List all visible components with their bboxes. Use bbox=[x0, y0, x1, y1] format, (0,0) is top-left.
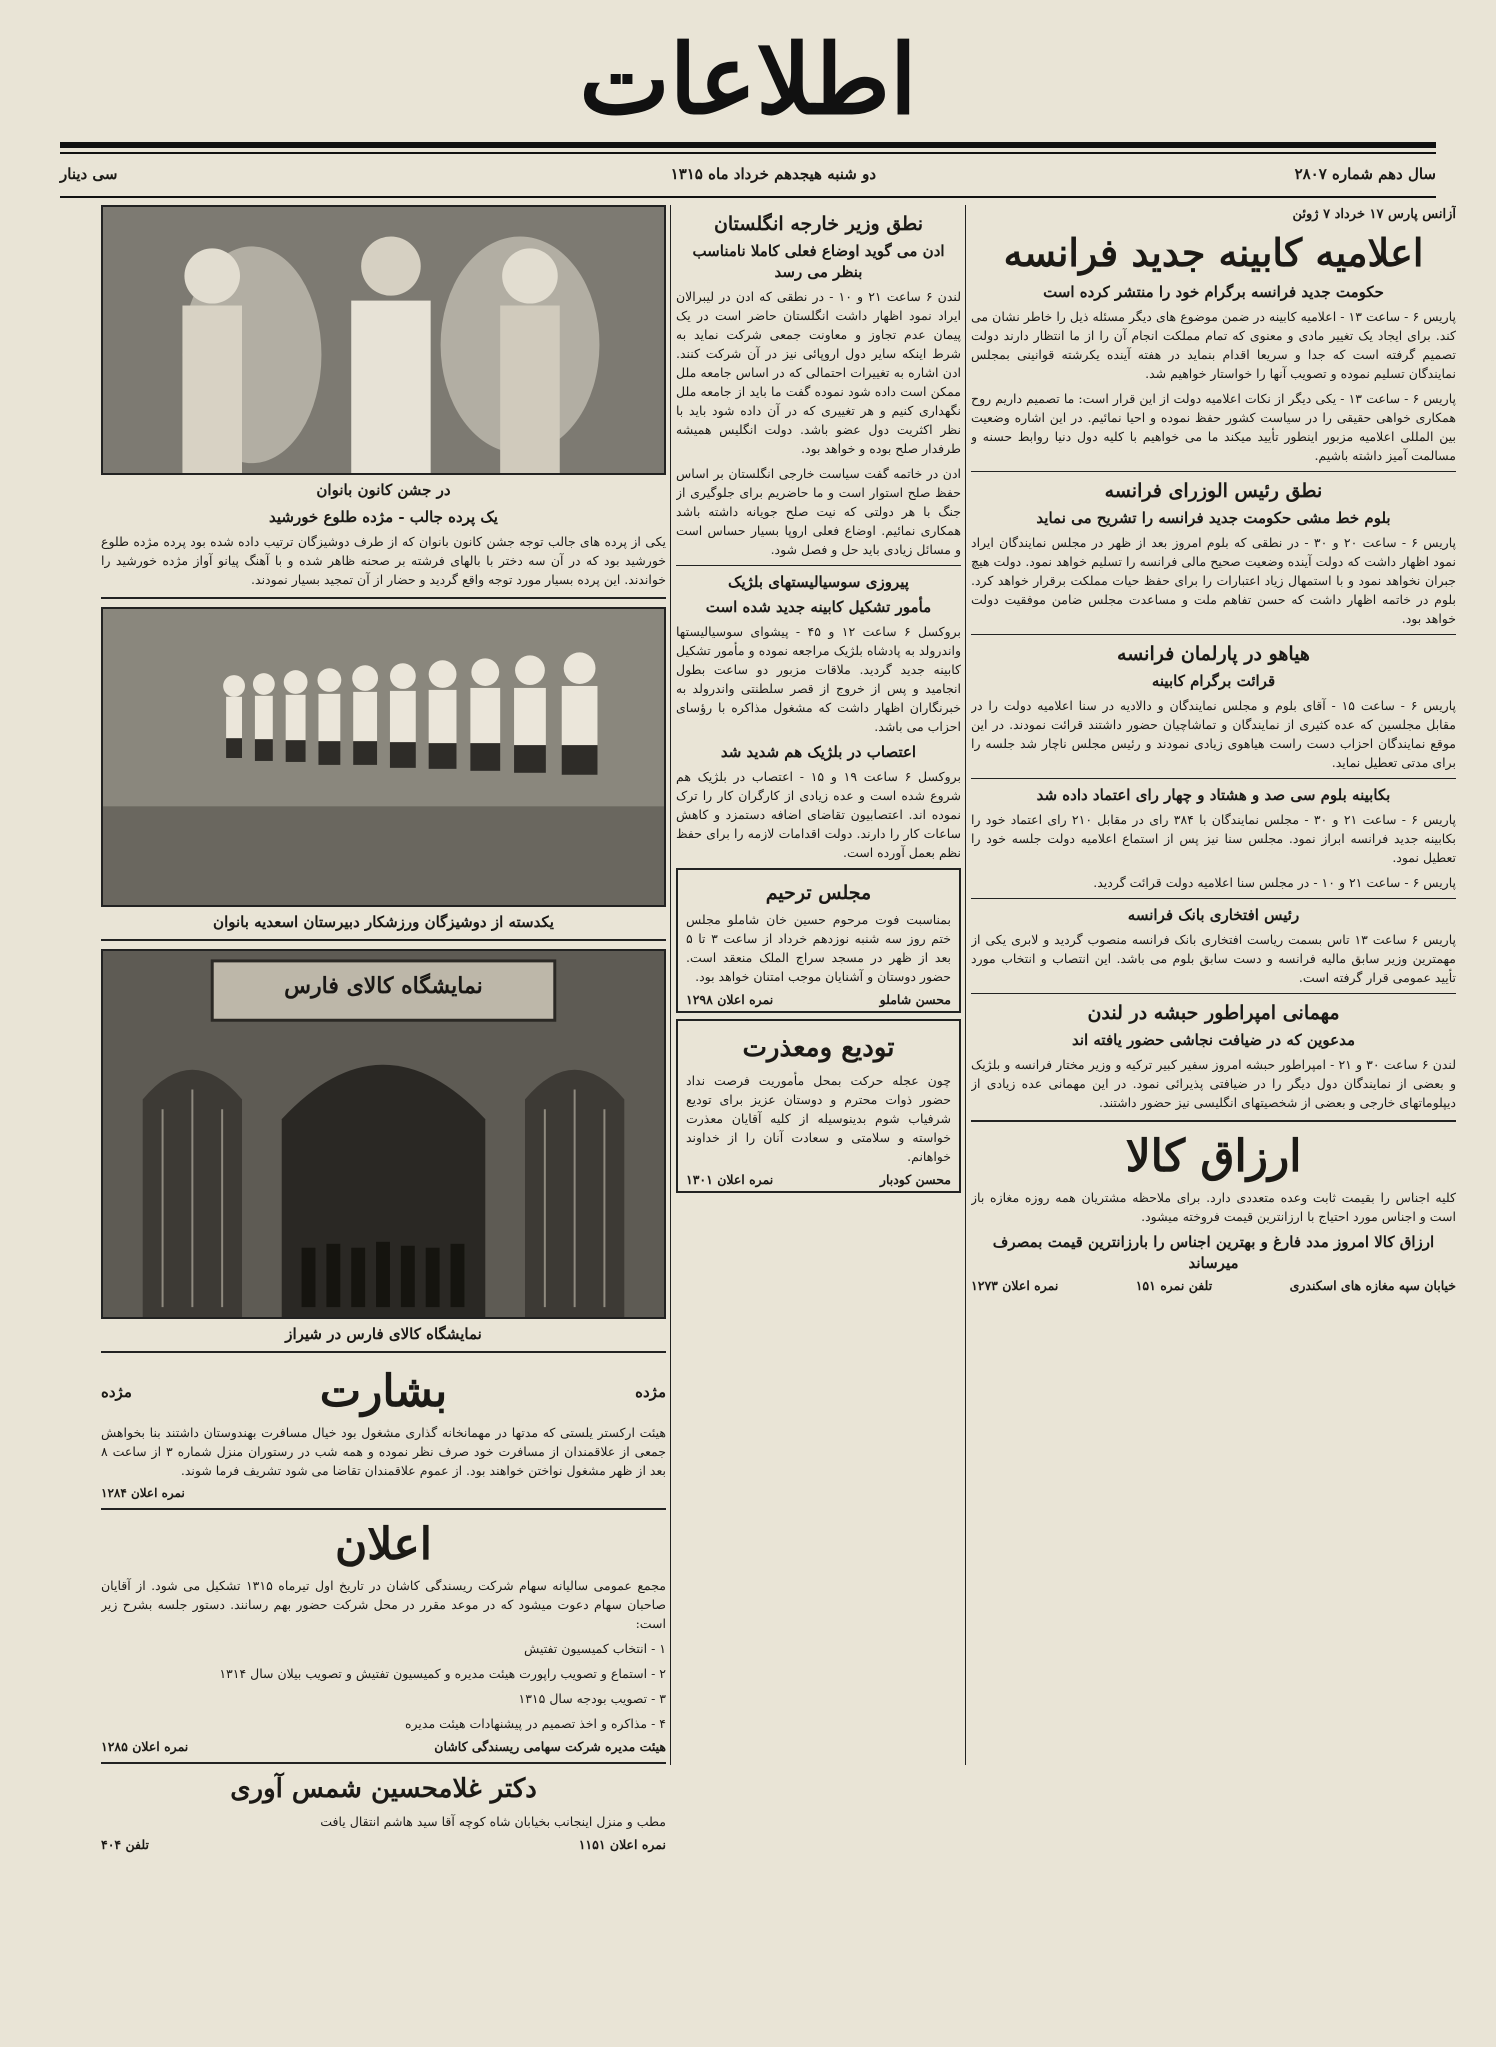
masthead bbox=[40, 20, 1456, 140]
subheadline-french-cabinet: حکومت جدید فرانسه برگرام خود را منتشر کرده است bbox=[1043, 283, 1384, 301]
column-middle-news bbox=[676, 205, 961, 2005]
farewell-notice-number: نمره اعلان ۱۳۰۱ bbox=[686, 1172, 774, 1187]
column-foreign-news bbox=[971, 205, 1456, 2005]
article-text: بروکسل ۶ ساعت ۱۲ و ۴۵ - پیشوای سوسیالیستها واندرولد به پادشاه بلژیک مراجعه نموده و مأمور تشکیل کابینه جدید گردید. ملاقات مزبور دو ساعت بطول انجامید و پس از خروج از قصر سلطنتی واندرولد به خبرنگاران اظهار داشت که مشغول مذاکره با رؤسای احزاب می باشد. bbox=[676, 624, 961, 734]
ad-doctor-phone: تلفن ۴۰۴ bbox=[101, 1837, 149, 1852]
ad-doctor-footer bbox=[101, 1837, 666, 1852]
article-text: بروکسل ۶ ساعت ۱۹ و ۱۵ - اعتصاب در بلژیک هم شروع شده است و عده زیادی از کارگران کار را ترک نموده اند. اعتصابیون تقاضای اضافه دستمزد و کاهش ساعات کار را دارند. دولت اقدامات لازمه را برای حفظ نظم بعمل آورده است. bbox=[676, 769, 961, 860]
ad-elan-item: ۲ - استماع و تصویب راپورت هیئت مدیره و کمیسیون تفتیش و تصویب بیلان سال ۱۳۱۴ bbox=[219, 1666, 666, 1681]
divider bbox=[971, 898, 1456, 899]
ad-elan-item: ۳ - تصویب بودجه سال ۱۳۱۵ bbox=[518, 1691, 666, 1706]
ad-phone: تلفن نمره ۱۵۱ bbox=[1135, 1278, 1213, 1293]
ad-besharat-header bbox=[101, 1361, 666, 1423]
masthead-title: اطلاعات bbox=[579, 23, 917, 136]
photo-fars-exhibition-image bbox=[103, 951, 664, 1317]
ad-elan-item: ۴ - مذاکره و اخذ تصمیم در پیشنهادات هیئت مدیره bbox=[404, 1716, 666, 1731]
ad-elan-item: ۱ - انتخاب کمیسیون تفتیش bbox=[524, 1641, 666, 1656]
masthead-rule-thin bbox=[60, 152, 1436, 154]
headline-eden-speech: نطق وزیر خارجه انگلستان bbox=[713, 213, 924, 235]
photo-athletes-caption: یکدسته از دوشیزگان ورزشکار دبیرستان اسعدیه بانوان bbox=[213, 913, 554, 931]
ad-besharat-title: بشارت bbox=[319, 1366, 448, 1417]
article-text: پاریس ۶ - ساعت ۱۳ - اعلامیه کابینه در ضمن موضوع های دیگر مسئله ذیل را خاطر نشان می کند. برای ایجاد یک تغییر مادی و معنوی که تمام مملکت انجام آن را از ما انتظار دارند دولت تصمیم گرفته است که جدا و سریعا اقدام بنماید در هفته آینده یکرشته قوانینی بمجلس نمایندگان تسلیم نموده و تصویب آنها را خواستار خواهیم شد. bbox=[971, 309, 1456, 381]
newspaper-page bbox=[40, 20, 1456, 2020]
column-photos bbox=[101, 205, 666, 2005]
article-text: پاریس ۶ ساعت ۱۳ تاس بسمت ریاست افتخاری بانک فرانسه منصوب گردید و لابری یکی از مهمترین وزیر سابق ماليه فرانسه و دست سابق بلوم می باشد. این انتصاب و انتخاب مورد تأیید عمومی قرار گرفته است. bbox=[971, 932, 1456, 985]
memorial-notice bbox=[676, 868, 961, 1013]
memorial-notice-number: نمره اعلان ۱۲۹۸ bbox=[686, 992, 774, 1007]
exhibition-sign-text: نمایشگاه کالای فارس bbox=[284, 973, 483, 999]
subheadline-eden-speech: ادن می گوید اوضاع فعلی کاملا نامناسب بنظر می رسد bbox=[692, 242, 945, 281]
headline-bank-of-france: رئیس افتخاری بانک فرانسه bbox=[1127, 906, 1300, 924]
issue-date: دو شنبه هیجدهم خرداد ماه ۱۳۱۵ bbox=[670, 165, 876, 183]
article-text: ادن در خاتمه گفت سیاست خارجی انگلستان بر اساس حفظ صلح استوار است و ما حاضریم برای جلوگیری از جنگ با هر دولتی که نیت صلح جویانه داشته باشد همکاری نمائیم. اوضاع فعلی اروپا بسیار حساس است و مسائل زیادی باید حل و فصل شود. bbox=[676, 466, 961, 557]
headline-belgian-strike: اعتصاب در بلژیک هم شدید شد bbox=[720, 743, 917, 761]
headline-ethiopian-emperor: مهمانی امپراطور حبشه در لندن bbox=[1087, 1002, 1340, 1024]
ad-contact-row bbox=[971, 1278, 1456, 1293]
photo-fars-exhibition bbox=[101, 949, 666, 1319]
column-divider bbox=[670, 205, 671, 1765]
article-text: پاریس ۶ - ساعت ۲۱ و ۱۰ - در مجلس سنا اعلامیه دولت قرائت گردید. bbox=[1093, 875, 1456, 890]
photo-athletes-image bbox=[103, 609, 664, 905]
ad-footer: ارزاق کالا امروز مدد فارغ و بهترین اجناس را بارزانترین قیمت بمصرف میرساند bbox=[992, 1233, 1435, 1272]
farewell-footer bbox=[686, 1172, 951, 1187]
headline-french-cabinet: اعلامیه کابینه جدید فرانسه bbox=[1003, 230, 1424, 275]
ad-doctor-title: دکتر غلامحسین شمس آوری bbox=[230, 1774, 537, 1804]
article-text: پاریس ۶ - ساعت ۲۱ و ۳۰ - مجلس نمایندگان با ۳۸۴ رای در مقابل ۲۱۰ رای اعتماد خود را بکابینه جدید فرانسه ابراز نمود. مجلس سنا نیز پس از استماع اعلامیه دولت جلسه خود را تعطیل نمود. bbox=[971, 812, 1456, 865]
memorial-footer bbox=[686, 992, 951, 1007]
ad-notice-number: نمره اعلان ۱۲۷۳ bbox=[971, 1278, 1059, 1293]
issue-price: سی دینار bbox=[60, 165, 118, 183]
subheadline-parliament: قرائت برگرام کابینه bbox=[1151, 672, 1276, 690]
ad-elan-notice-number: نمره اعلان ۱۲۸۵ bbox=[101, 1739, 189, 1754]
farewell-title: تودیع ومعذرت bbox=[742, 1033, 895, 1063]
photo-angels-image bbox=[103, 207, 664, 473]
masthead-rule bbox=[60, 142, 1436, 148]
divider bbox=[676, 565, 961, 566]
ad-besharat-tag: مژده bbox=[635, 1383, 666, 1401]
subheadline-blum-speech: بلوم خط مشی حکومت جدید فرانسه را تشریح می نماید bbox=[1036, 509, 1391, 527]
ad-doctor-text: مطب و منزل اینجانب بخیابان شاه کوچه آقا سید هاشم انتقال یافت bbox=[320, 1814, 666, 1829]
photo-fars-exhibition-caption: نمایشگاه کالای فارس در شیراز bbox=[285, 1325, 482, 1343]
column-divider bbox=[965, 205, 966, 1765]
farewell-text: چون عجله حرکت بمحل مأموریت فرصت نداد حضور ذوات محترم و دوستان عزیز برای تودیع شرفیاب شوم بدینوسیله از کلیه آقایان معذرت خواسته و سلامتی و سعادت آنان را از خداوند خواهانم. bbox=[686, 1073, 951, 1164]
photo-angels bbox=[101, 205, 666, 475]
photo-angels-caption-a: در جشن کانون بانوان bbox=[316, 481, 451, 499]
divider bbox=[971, 993, 1456, 994]
headline-blum-speech: نطق رئیس الوزرای فرانسه bbox=[1104, 480, 1323, 502]
ad-elan-title: اعلان bbox=[334, 1519, 433, 1570]
divider bbox=[101, 1508, 666, 1510]
ad-text: کلیه اجناس را بقیمت ثابت وعده متعددی دارد. برای ملاحظه مشتریان همه روزه مغازه باز است و اجناس مورد احتیاج با ارزانترین قیمت فروخته میشود. bbox=[971, 1190, 1456, 1224]
memorial-title: مجلس ترحیم bbox=[765, 882, 872, 904]
dateline-rule bbox=[60, 196, 1436, 198]
article-text: لندن ۶ ساعت ۲۱ و ۱۰ - در نطقی که ادن در لیبرالان ایراد نمود اظهار داشت انگلستان حاضر است در یک پیمان عدم تجاوز و معاونت جمعی شرکت نماید به شرط اینکه سایر دول اروپائی نیز در آن شرکت کنند. ادن اشاره به تغییرات احتمالی که در اساس جامعه ملل ممکن است داده شود نموده گفت ما باید از جامعه ملل نگهداری کنیم و هر تغییری که در آن داده شود باید با نظر اکثریت دول عضو باشد. دولت انگلیس همیشه طرفدار صلح بوده و خواهد بود. bbox=[676, 289, 961, 456]
memorial-text: بمناسبت فوت مرحوم حسین خان شاملو مجلس ختم روز سه شنبه نوزدهم خرداد از ساعت ۳ تا ۵ بعد از ظهر در مسجد سراج الملک منعقد است. حضور دوستان و آشنایان موجب امتنان خواهد بود. bbox=[686, 912, 951, 984]
divider bbox=[971, 778, 1456, 779]
divider bbox=[101, 939, 666, 941]
photo-athletes bbox=[101, 607, 666, 907]
dispatch-line: آزانس پارس ۱۷ خرداد ۷ ژوئن bbox=[1292, 207, 1456, 222]
ad-title-arzaq-kala: ارزاق کالا bbox=[1125, 1131, 1302, 1182]
headline-parliament-uproar: هیاهو در پارلمان فرانسه bbox=[1117, 643, 1310, 665]
ad-besharat-tag: مژده bbox=[101, 1383, 132, 1401]
ad-elan-text: مجمع عمومی سالیانه سهام شرکت ریسندگی کاشان در تاریخ اول تیرماه ۱۳۱۵ تشکیل می شود. از آقایان صاحبان سهام دعوت میشود که در موعد مقرر در محل شرکت حضور بهم رسانند. دستور جلسه بشرح زیر است: bbox=[101, 1578, 666, 1631]
subheadline-belgian-socialists: مأمور تشکیل کابینه جدید شده است bbox=[705, 598, 932, 616]
photo-angels-caption-b: یک پرده جالب - مژده طلوع خورشید bbox=[269, 508, 498, 526]
dateline bbox=[60, 160, 1436, 190]
ad-besharat-text: هیئت ارکستر یلستی که مدتها در مهمانخانه گذاری مشغول بود خیال مسافرت بهندوستان داشتند بنا بخواهش جمعی از علاقمندان از مسافرت خود صرف نظر نموده و همه شب در رستوران منزل شماره ۳ از ساعت ۸ بعد از ظهر مشغول نواختن خواهند بود. از عموم علاقمندان تقاضا می شود تشریف فرما شوند. bbox=[101, 1425, 666, 1478]
headline-belgian-socialists: پیروزی سوسیالیستهای بلژیک bbox=[728, 573, 909, 591]
ad-address: خیابان سپه مغازه های اسکندری bbox=[1289, 1278, 1456, 1293]
divider bbox=[101, 1762, 666, 1764]
farewell-notice bbox=[676, 1019, 961, 1193]
article-text: پاریس ۶ - ساعت ۲۰ و ۳۰ - در نطقی که بلوم امروز بعد از ظهر در مجلس نمایندگان ایراد نمود اظهار داشت که دولت آینده وضعیت صحیح مالی فرانسه را تسلیم خواهد نمود. دولت هیچ جبران نخواهد نمود و با استمهال زیاد اعتبارات را برای حفظ حیات مملکت برقرار خواهد کرد. بلوم در خاتمه اظهار داشت که حسن تفاهم ملت و مساعدت مجلس ضامن موفقیت دولت خواهد بود. bbox=[971, 535, 1456, 626]
divider bbox=[101, 1351, 666, 1353]
ad-doctor-notice-number: نمره اعلان ۱۱۵۱ bbox=[578, 1837, 666, 1852]
photo-angels-text: یکی از پرده های جالب توجه جشن کانون بانوان که از طرف دوشیزگان ترتیب داده شده بود پرده مژده طلوع خورشید بود که در آن سه دختر با بالهای فرشته بر صحنه ظاهر شده و با آهنگ پیانو آواز مژده خورشید را خواندند. این پرده بسیار مورد توجه واقع گردید و حضار از آن تمجید بسیار نمودند. bbox=[101, 534, 666, 587]
divider bbox=[971, 634, 1456, 635]
ad-elan-footer bbox=[101, 1739, 666, 1754]
subheadline-ethiopian-emperor: مدعوین که در ضیافت نجاشی حضور یافته اند bbox=[1071, 1031, 1356, 1049]
ad-besharat-notice-number: نمره اعلان ۱۲۸۴ bbox=[101, 1486, 185, 1500]
memorial-signature: محسن شاملو bbox=[879, 992, 951, 1007]
divider bbox=[101, 597, 666, 599]
article-text: لندن ۶ ساعت ۳۰ و ۲۱ - امپراطور حبشه امروز سفیر کبیر ترکیه و وزیر مختار فرانسه و بلژیک و بعضی از نمایندگان دول دیگر را در ضیافتی پذیرائی نمود. در این مهمانی عده زیادی از دیپلوماتهای خارجی و بعضی از شخصیتهای انگلیسی نیز حضور داشتند. bbox=[971, 1057, 1456, 1110]
issue-number: سال دهم شماره ۲۸۰۷ bbox=[1294, 165, 1436, 183]
article-text: پاریس ۶ - ساعت ۱۳ - یکی دیگر از نکات اعلامیه دولت از این قرار است: ما تصمیم داریم روح همکاری خواهی حقیقی را در سیاست کشور حفظ نموده و احیا نمائیم. در این اشاره وضعیت بین المللی اعلامیه مزبور اینطور تأیید میکند ما می خواهیم با کلیه دول دنیا روابط حسنه و مسالمت آمیز داشته باشیم. bbox=[971, 391, 1456, 463]
divider bbox=[971, 1120, 1456, 1122]
article-text: پاریس ۶ - ساعت ۱۵ - آقای بلوم و مجلس نمایندگان و دالادیه در سنا اعلامیه دولت را در مقابل مجلسین که عده کثیری از نمایندگان و تماشاچیان حضور داشتند قرائت نمودند. در این موقع نمایندگان احزاب دست راست هیاهوی زیادی نمودند و رئیس مجلس ناچار شد جلسه را برای مدتی تعطیل نماید. bbox=[971, 698, 1456, 770]
ad-elan-signature: هیئت مدیره شرکت سهامی ریسندگی کاشان bbox=[434, 1739, 666, 1754]
divider bbox=[971, 471, 1456, 472]
headline-confidence-vote: بکابینه بلوم سی صد و هشتاد و چهار رای اعتماد داده شد bbox=[1036, 786, 1391, 804]
farewell-signature: محسن کودبار bbox=[879, 1172, 951, 1187]
